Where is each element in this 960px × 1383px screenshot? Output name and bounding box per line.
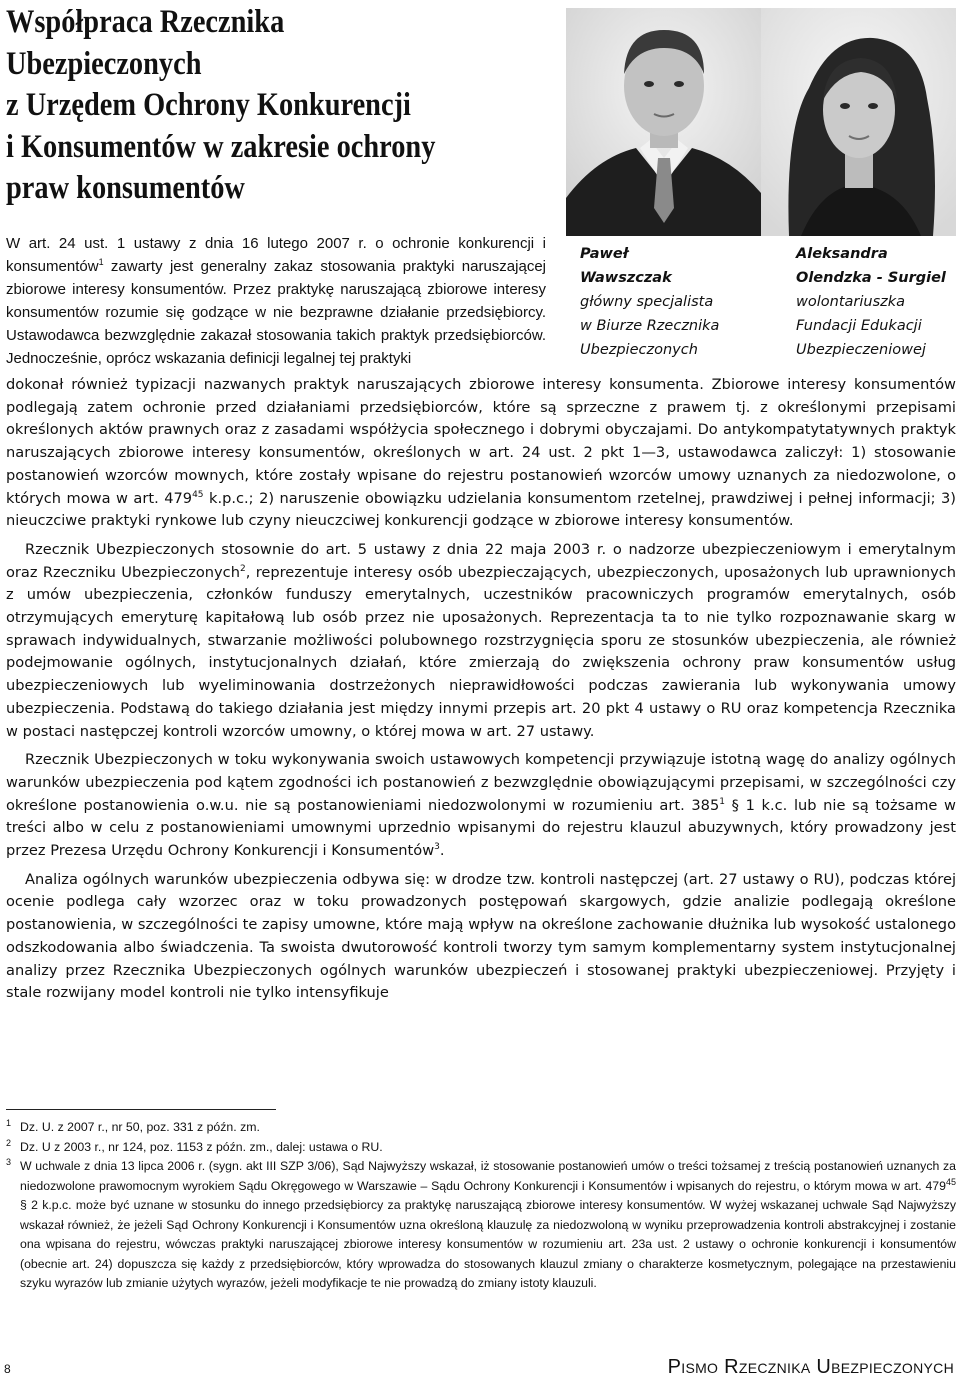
body-text (6, 374, 956, 1005)
portrait-woman-image (761, 8, 956, 236)
title-line: praw konsumentów (6, 170, 245, 206)
title-line: Współpraca Rzecznika (6, 4, 285, 40)
title-line: i Konsumentów w zakresie ochrony (6, 128, 436, 165)
caption-role: Fundacji Edukacji (796, 318, 922, 334)
body-paragraph: dokonał również typizacji nazwanych praktyk naruszających zbiorowe interesy konsumenta. Zbiorowe interesy konsumentów podlegają zatem ochronie przed działaniami przedsiębiorców, które są sprzeczne z prawem tj. z określonymi przepisami określonych aktów prawnych oraz z zasadami współżycia społecznego i dobrymi obyczajami. Do antykompatytatywnych praktyk naruszających zbiorowe interesy konsumentów, określonych w art. 24 ust. 2 pkt 1—3, ustawodawca zaliczył: 1) stosowanie postanowień wzorców mownych, które zostały wpisane do rejestru postanowień wzorców umowy uznanych za niedozwolone, o których mowa w art. $479^{45}$ k.p.c.; 2) naruszenie obowiązku udzielania konsumentom rzetelnej, prawdziwej i pełnej informacji; 3) nieuczciwe praktyki rynkowe lub czyny nieuczciwej konkurencji godzące w zbiorowe interesy konsumentów. (6, 376, 956, 530)
page-number: 8 (4, 1362, 11, 1376)
caption-first-name: Aleksandra (796, 246, 888, 262)
body-paragraph: Rzecznik Ubezpieczonych w toku wykonywania swoich ustawowych kompetencji przywiązuje istotną wagę do analizy ogólnych warunków ubezpieczenia pod kątem zgodności ich postanowień z bezwzględnie obowiązującymi przepisami, w szczególności czy określone postanowienia o.w.u. nie są postanowieniami niedozwolonymi w rozumieniu art. $385^1$ § 1 k.c. lub nie są tożsame w treści albo w celu z postanowieniami umownymi uprzednio wpisanymi do rejestru klauzul abuzywnych, który prowadzony jest przez Prezesa Urzędu Ochrony Konkurencji i Konsumentów$^3$. (6, 751, 956, 860)
intro-column (6, 232, 546, 370)
article-title (6, 2, 488, 210)
body-paragraph: Rzecznik Ubezpieczonych stosownie do art. 5 ustawy z dnia 22 maja 2003 r. o nadzorze ubezpieczeniowym i emerytalnym oraz Rzeczniku Ubezpieczonych$^2$, reprezentuje interesy osób ubezpieczających, ubezpieczonych, uposażonych lub uprawnionych z umów ubezpieczenia, członków funduszy emerytalnych, uczestników pracowniczych programów emerytalnych, osób otrzymujących emeryturę kapitałową lub osób przez nie uposażonych. Reprezentacja ta to nie tylko rozpoznawanie skarg w sprawach indywidualnych, stwarzanie możliwości polubownego rozstrzygnięcia sporu ze stosunków ubezpieczenia, ale również podejmowanie ogólnych, instytucjonalnych działań, które zmierzają do zwiększenia ochrony praw konsumentów usług ubezpieczeniowych lub wyeliminowania dostrzeżonych nieprawidłowości podczas zawierania lub wykonywania umowy ubezpieczenia. Podstawą do takiego działania jest między innymi przepis art. 20 pkt 4 ustawy o RU oraz kompetencja Rzecznika w postaci następczej kontroli wzorców umowny, o której mowa w art. 27 ustawy. (6, 540, 956, 740)
title-line: z Urzędem Ochrony Konkurencji (6, 87, 411, 123)
footnote-divider (6, 1109, 276, 1110)
author-photo-aleksandra (761, 8, 956, 236)
caption-role: wolontariuszka (796, 294, 906, 310)
portrait-man-image (566, 8, 761, 236)
photo-caption-pawel (580, 242, 770, 362)
caption-role: główny specjalista (580, 294, 714, 310)
caption-role: w Biurze Rzecznika (580, 318, 720, 334)
photo-caption-aleksandra (796, 242, 960, 362)
footnote: 3 W uchwale z dnia 13 lipca 2006 r. (sygn. akt III SZP 3/06), Sąd Najwyższy wskazał, iż stosowanie postanowień umów o treści tożsamej z treścią postanowień uznanych za niedozwolone prawomocnym wyrokiem Sądu Okręgowego w Warszawie – Sądu Ochrony Konkurencji i Konsumentów i wpisanych do rejestru, o którym mowa w art. $479^{45}$ § 2 k.p.c. może być uznane w stosunku do innego przedsiębiorcy za praktykę naruszającą zbiorowe interesy konsumentów. W wyżej wskazanej uchwale Sąd Najwyższy wskazał również, że jeżeli Sąd Ochrony Konkurencji i Konsumentów uzna określoną klauzulę za niedozwoloną w wyniku przeprowadzenia kontroli abstrakcyjnej i zostanie ona wpisana do rejestru, wówczas praktyki naruszającej zbiorowe interesy konsumentów w rozumieniu art. 23a ust. 2 ustawy o ochronie konkurencji i konsumentów (obecnie art. 24) dopuszcza się każdy z przedsiębiorców, który wprowadza do stosowanych klauzul zmiany o charakterze kosmetycznym, polegające na przestawieniu szyku wyrazów lub zmianie użytych wyrazów, jeżeli modyfikacje te nie prowadzą do zmiany istoty klauzuli. (6, 1157, 956, 1290)
body-paragraph: Analiza ogólnych warunków ubezpieczenia odbywa się: w drodze tzw. kontroli następczej (art. 27 ustawy o RU), podczas której ocenie podlega cały wzorzec oraz w toku prowadzonych postępowań skargowych, gdzie analizie podlegają określone postanowienia, w szczególności te zapisy umowne, które mają wpływ na określone zachowanie dłużnika lub wysokość ustalonego odszkodowania albo świadczenia. Ta swoista dwutorowość kontroli tworzy tym samym komplementarny system instytucjonalnej analizy przez Rzecznika Ubezpieczonych ogólnych warunków ubezpieczeń i stosowanej praktyki ubezpieczeniowej. Przyjęty i stale rozwijany model kontroli nie tylko intensyfikuje (6, 870, 956, 1002)
caption-role: Ubezpieczonych (580, 342, 698, 358)
running-footer: Pismo Rzecznika Ubezpieczonych (667, 1356, 954, 1378)
caption-first-name: Paweł (580, 246, 629, 262)
author-photos (566, 8, 956, 236)
intro-paragraph: W art. 24 ust. 1 ustawy z dnia 16 lutego 2007 r. o ochronie konkurencji i konsumentów$^1$ zawarty jest generalny zakaz stosowania praktyki naruszającej zbiorowe interesy konsumentów. Przez praktykę naruszającą zbiorowe interesy konsumentów rozumie się godzące w nie bezprawne działanie przedsiębiorcy. Ustawodawca bezwzględnie zakazał stosowania takich praktyk przedsiębiorców. Jednocześnie, oprócz wskazania definicji legalnej tej praktyki (6, 235, 546, 367)
title-line: Ubezpieczonych (6, 45, 202, 82)
footnotes (6, 1118, 956, 1294)
footnote: 1 Dz. U. z 2007 r., nr 50, poz. 331 z późn. zm. (6, 1118, 260, 1134)
caption-role: Ubezpieczeniowej (796, 342, 926, 358)
author-photo-pawel (566, 8, 761, 236)
caption-last-name: Wawszczak (580, 270, 672, 286)
caption-last-name: Olendzka - Surgiel (796, 270, 946, 286)
footnote: 2 Dz. U z 2003 r., nr 124, poz. 1153 z późn. zm., dalej: ustawa o RU. (6, 1137, 383, 1154)
